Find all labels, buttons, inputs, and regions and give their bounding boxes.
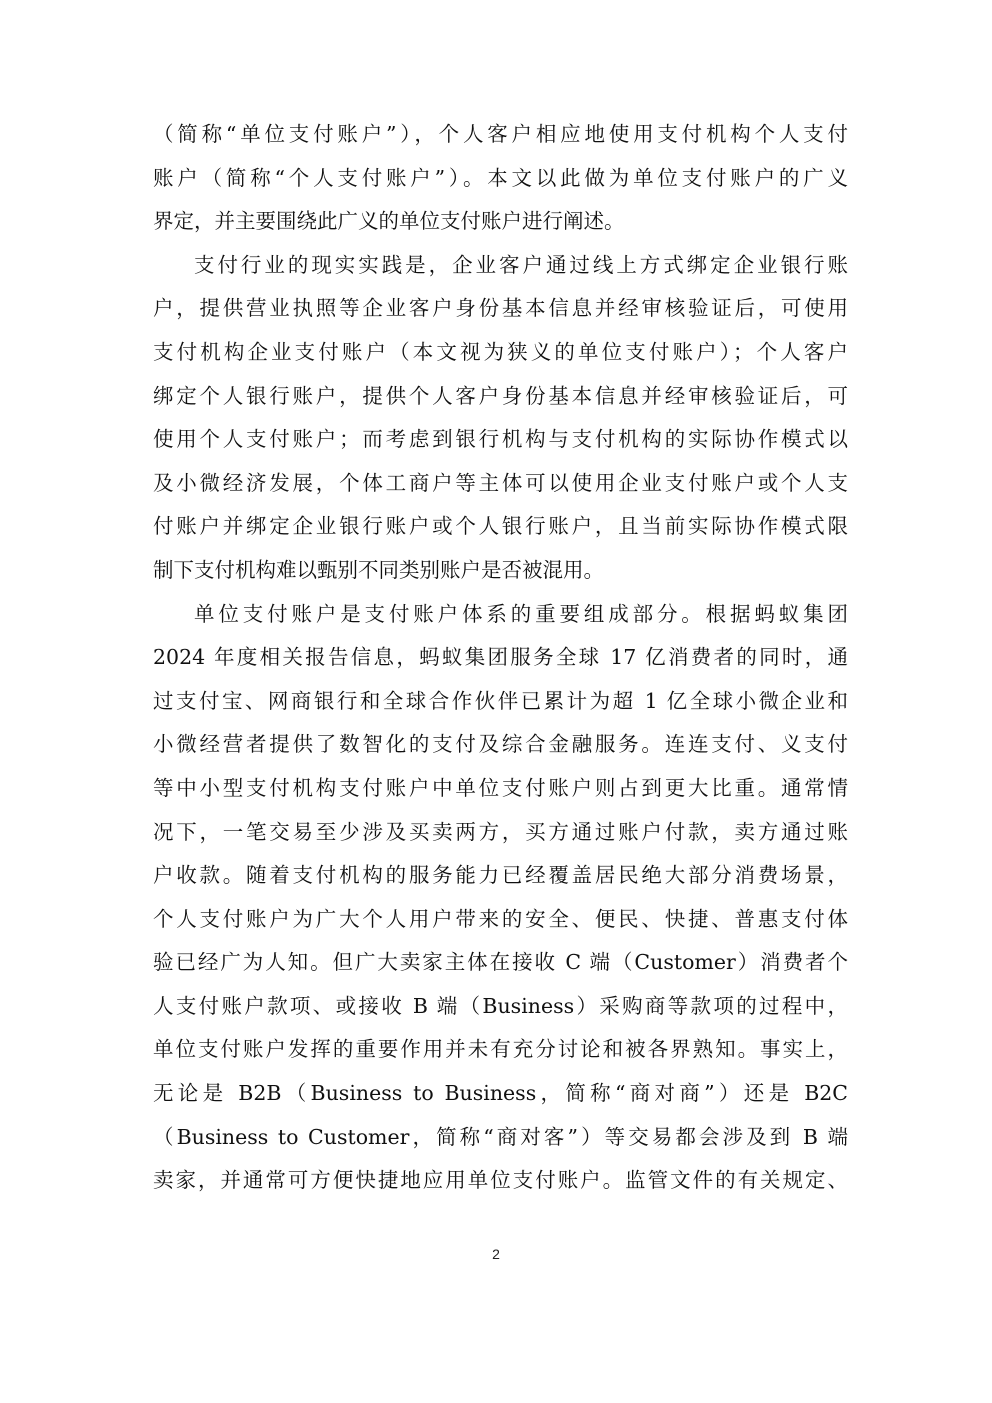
text-line: 无论是 B2B（Business to Business，简称“商对商”）还是 B2C — [153, 1081, 848, 1106]
text-line: 绑定个人银行账户，提供个人客户身份基本信息并经审核验证后，可 — [153, 383, 848, 408]
text-line: 验已经广为人知。但广大卖家主体在接收 C 端（Customer）消费者个 — [153, 950, 848, 975]
text-line: 等中小型支付机构支付账户中单位支付账户则占到更大比重。通常情 — [153, 775, 848, 800]
page-number: 2 — [492, 1246, 500, 1262]
paragraph-3 — [153, 593, 848, 1203]
text-line: 单位支付账户发挥的重要作用并未有充分讨论和被各界熟知。事实上， — [153, 1037, 848, 1062]
text-line: 账户（简称“个人支付账户”）。本文以此做为单位支付账户的广义 — [153, 165, 848, 190]
text-line: 小微经营者提供了数智化的支付及综合金融服务。连连支付、义支付 — [153, 732, 848, 757]
text-line: 使用个人支付账户；而考虑到银行机构与支付机构的实际协作模式以 — [153, 427, 848, 452]
text-line: 个人支付账户为广大个人用户带来的安全、便民、快捷、普惠支付体 — [153, 906, 848, 931]
text-line: 支付机构企业支付账户（本文视为狭义的单位支付账户）；个人客户 — [153, 339, 848, 364]
text-line: 制下支付机构难以甄别不同类别账户是否被混用。 — [153, 557, 604, 582]
text-line: 及小微经济发展，个体工商户等主体可以使用企业支付账户或个人支 — [153, 470, 848, 495]
text-line: （简称“单位支付账户”），个人客户相应地使用支付机构个人支付 — [153, 122, 848, 146]
text-line: 况下，一笔交易至少涉及买卖两方，买方通过账户付款，卖方通过账 — [153, 819, 848, 844]
text-line: 2024 年度相关报告信息，蚂蚁集团服务全球 17 亿消费者的同时，通 — [153, 645, 848, 670]
text-line: 界定，并主要围绕此广义的单位支付账户进行阐述。 — [153, 209, 625, 234]
text-line: 卖家，并通常可方便快捷地应用单位支付账户。监管文件的有关规定、 — [153, 1168, 848, 1193]
paragraph-1 — [153, 113, 848, 244]
text-line: 过支付宝、网商银行和全球合作伙伴已累计为超 1 亿全球小微企业和 — [153, 688, 848, 713]
body-text — [153, 113, 848, 1203]
text-line: 付账户并绑定企业银行账户或个人银行账户，且当前实际协作模式限 — [153, 514, 848, 539]
text-line: 户收款。随着支付机构的服务能力已经覆盖居民绝大部分消费场景， — [153, 863, 848, 888]
text-line: （Business to Customer，简称“商对客”）等交易都会涉及到 B 端 — [153, 1124, 848, 1149]
text-line: 人支付账户款项、或接收 B 端（Business）采购商等款项的过程中， — [153, 993, 848, 1018]
text-line: 户，提供营业执照等企业客户身份基本信息并经审核验证后，可使用 — [153, 296, 848, 321]
text-line: 单位支付账户是支付账户体系的重要组成部分。根据蚂蚁集团 — [194, 601, 848, 626]
text-line: 支付行业的现实实践是，企业客户通过线上方式绑定企业银行账 — [194, 252, 848, 277]
paragraph-2 — [153, 244, 848, 593]
